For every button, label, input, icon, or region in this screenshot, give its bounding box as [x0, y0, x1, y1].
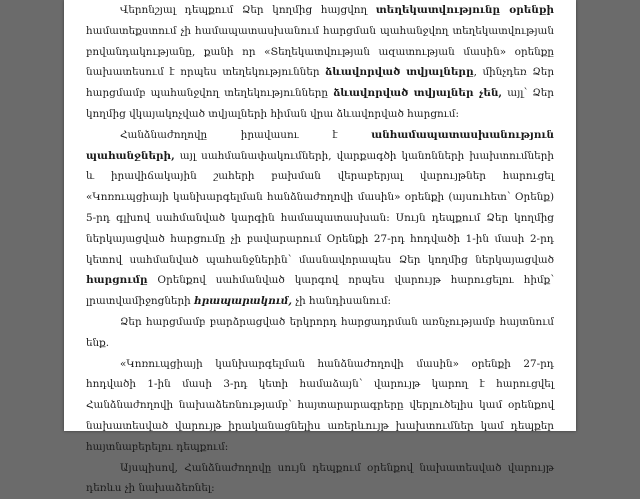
document-page — [64, 0, 576, 495]
bold-text-run: ձևավորված տվյալներ չեն, — [333, 87, 503, 100]
paragraph — [86, 312, 554, 354]
document-body — [86, 0, 554, 499]
bold-text-run: անհամապատասխանություն պահանջների, — [86, 128, 554, 162]
text-run: համատեքստում չի համապատասխանում հարցման պահանջվող տեղեկատվության բովանդակությանը, քանի որ «Տեղեկատվության ազատության մասին» օրենքը նախատեսում է որպես տեղեկություններ — [86, 24, 554, 79]
text-run: Վերոնշյալ դեպքում Ձեր կողմից հայցվող — [120, 4, 376, 16]
text-run: Օրենքով սահմանված կարգով որպես վարույթ հարուցելու հիմք՝ լրատվամիջոցների — [86, 274, 554, 308]
text-run: այլ՝ Ձեր կողմից վկայակոչված տվյալների հիման վրա ձևավորված հարցում: — [86, 87, 555, 120]
paragraph — [86, 458, 554, 499]
paragraph — [86, 125, 554, 312]
paragraph — [86, 0, 554, 125]
text-run: «Կոռուպցիայի կանխարգելման հանձնաժողովի մասին» օրենքի 27-րդ հոդվածի 1-ին մասի 3-րդ կետի համաձայն՝ վարույթ կարող է հարուցվել Հանձնաժողովի նախաձեռնությամբ՝ հայտարարագրերը վերլուծելիս կամ օրենքով նախատեսված վարույթ իրականացնելիս առերևույթ խախտումներ կամ դեպքեր հայտնաբերելու դեպքում: — [86, 357, 554, 453]
text-run: Հանձնաժողովը իրավասու է — [120, 128, 372, 141]
text-run: Ձեր հարցմամբ բարձրացված երկրորդ հարցադրման առնչությամբ հայտնում ենք. — [86, 315, 554, 349]
bold-text-run: տեղեկատվությունը օրենքի — [375, 4, 554, 16]
text-run: չի հանդիսանում: — [292, 295, 392, 308]
text-run: այլ սահմանափակումների, վարքագծի կանոնների խախտումների և իրավիճակային շահերի բախման վերաբերյալ վարույթներ հարուցել «Կոռուպցիայի կանխարգելման հանձնաժողովի մասին» օրենքի (այսուհետ՝ Օրենք) 5-րդ գլխով սահմանված կարգին համապատասխան: Սույն դեպքում Ձեր կողմից ներկայացված հարցումը չի բավարարում Օրենքի 27-րդ հոդվածի 1-ին մասի 2-րդ կետով սահմանված պահանջներին՝ մասնավորապես Ձեր կողմից ներկայացված — [86, 149, 554, 266]
bold-text-run: հրապարակում, — [194, 295, 293, 308]
paragraph — [86, 354, 554, 458]
text-run: , մինչդեռ Ձեր հարցմամբ պահանջվող տեղեկությունները — [86, 66, 555, 100]
text-run: Այսպիսով, Հանձնաժողովը սույն դեպքում օրենքով նախատեսված վարույթ դեռևս չի նախաձեռնել: — [86, 461, 554, 495]
bold-text-run: հարցումը — [86, 274, 148, 287]
bold-text-run: ձևավորված տվյալները — [325, 66, 474, 79]
